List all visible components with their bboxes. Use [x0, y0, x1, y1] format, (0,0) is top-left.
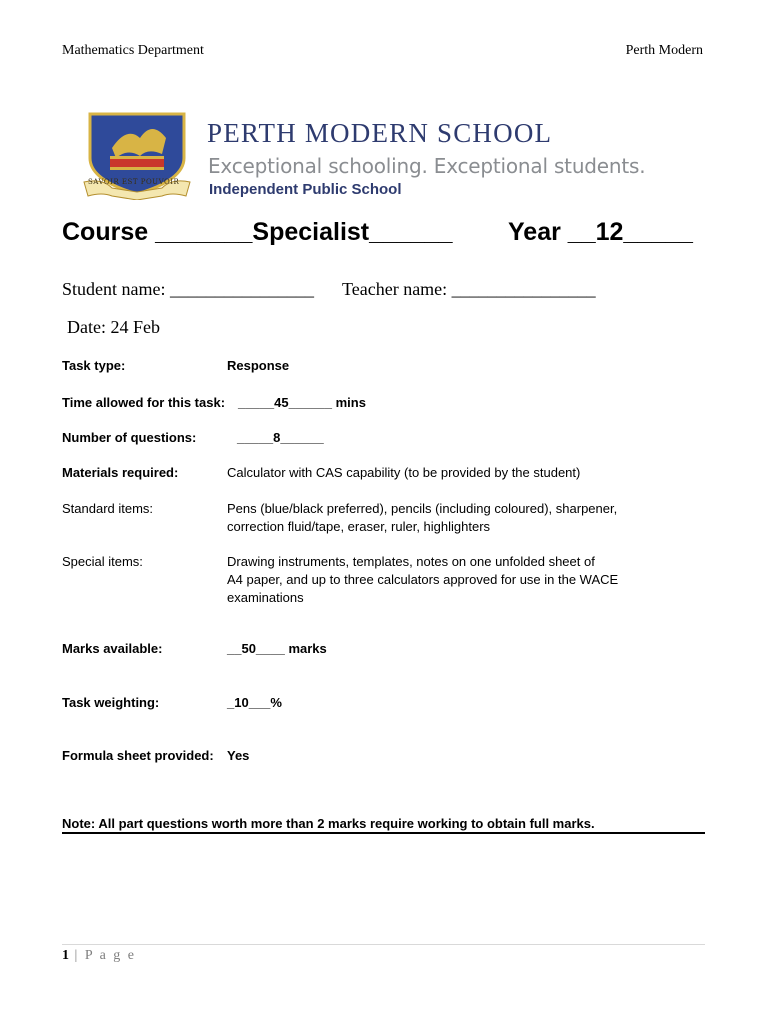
- course-label: Course: [62, 218, 149, 246]
- detail-label: Formula sheet provided:: [62, 748, 214, 763]
- page-word: P a g e: [84, 948, 137, 963]
- detail-value: _____45______ mins: [238, 395, 366, 410]
- school-subtitle: Independent Public School: [209, 181, 402, 198]
- teacher-name-field: Teacher name: ________________: [342, 279, 596, 299]
- footer-page: [62, 948, 136, 964]
- year-value: __12_____: [560, 218, 693, 246]
- year-label: Year: [508, 218, 561, 246]
- header-department: Mathematics Department: [62, 43, 204, 58]
- course-value: _______Specialist______: [148, 218, 453, 246]
- detail-value-line: Drawing instruments, templates, notes on one unfolded sheet of: [227, 554, 595, 569]
- detail-label: Standard items:: [62, 501, 154, 516]
- detail-label: Number of questions:: [62, 430, 197, 445]
- detail-label: Time allowed for this task:: [62, 395, 226, 410]
- header-school: Perth Modern: [625, 43, 703, 58]
- page-number: 1: [62, 948, 69, 963]
- detail-value: Response: [227, 358, 290, 373]
- school-crest-logo: [82, 108, 192, 200]
- course-line: [62, 218, 453, 247]
- detail-value-line: A4 paper, and up to three calculators approved for use in the WACE: [227, 572, 619, 587]
- detail-value-line: correction fluid/tape, eraser, ruler, highlighters: [227, 519, 491, 534]
- detail-value: __50____ marks: [227, 641, 327, 656]
- detail-label: Marks available:: [62, 641, 163, 656]
- date-line: Date: 24 Feb: [67, 317, 160, 337]
- crest-motto: SAVOIR EST POUVOIR: [88, 178, 180, 186]
- school-motto: Exceptional schooling. Exceptional students.: [208, 154, 646, 178]
- note-underline: [62, 832, 705, 834]
- student-name-field: Student name: ________________: [62, 279, 314, 299]
- detail-label: Task weighting:: [62, 695, 160, 710]
- detail-value: _____8______: [237, 430, 324, 445]
- detail-value: Yes: [227, 748, 250, 763]
- detail-label: Special items:: [62, 554, 143, 569]
- detail-value-line: examinations: [227, 590, 304, 605]
- detail-label: Task type:: [62, 358, 126, 373]
- year-line: [508, 218, 693, 247]
- detail-value: _10___%: [227, 695, 282, 710]
- detail-label: Materials required:: [62, 465, 179, 480]
- school-name: PERTH MODERN SCHOOL: [207, 118, 553, 148]
- note-text: Note: All part questions worth more than 2 marks require working to obtain full marks.: [62, 816, 595, 831]
- page-separator: |: [69, 948, 85, 963]
- footer-rule: [62, 944, 705, 945]
- detail-value: Calculator with CAS capability (to be provided by the student): [227, 465, 581, 480]
- detail-value-line: Pens (blue/black preferred), pencils (including coloured), sharpener,: [227, 501, 618, 516]
